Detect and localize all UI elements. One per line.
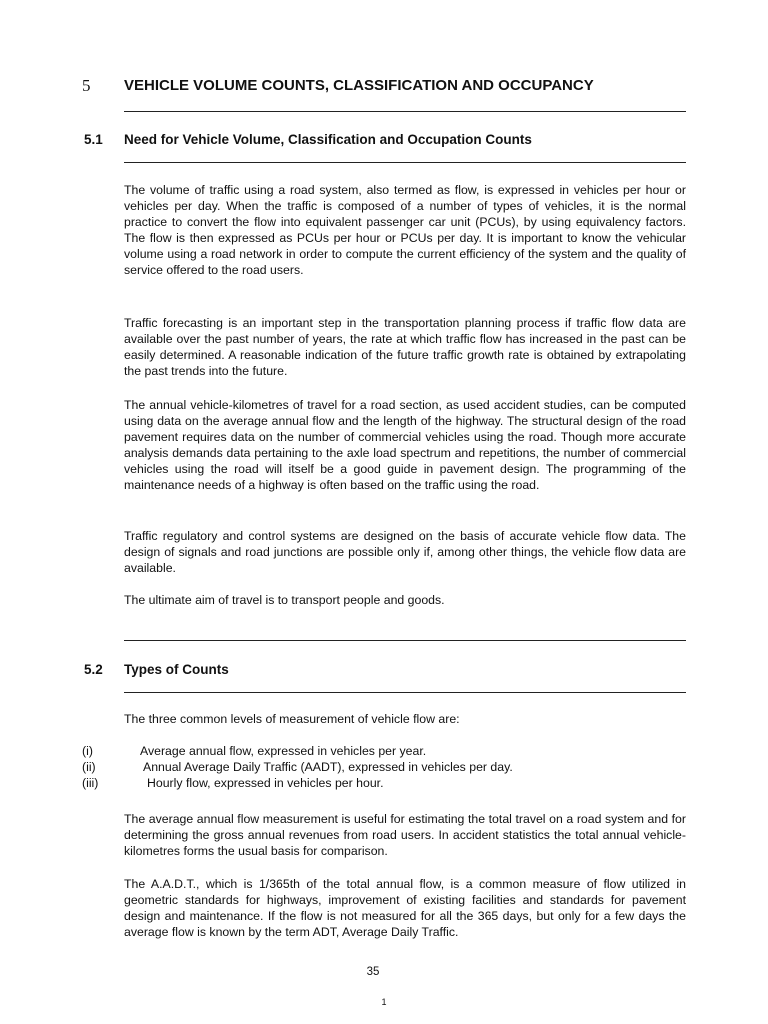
paragraph: Traffic forecasting is an important step in the transportation planning process if traffic flow data are available over the past number of years, the rate at which traffic flow has increased in the past can be easily determined. A reasonable indication of the future traffic growth rate is obtained by extrapolating the past trends into the future. <box>124 316 686 378</box>
paragraph: Traffic regulatory and control systems are designed on the basis of accurate vehicle flow data. The design of signals and road junctions are possible only if, among other things, the vehicle flow data are available. <box>124 529 686 575</box>
list-text: Average annual flow, expressed in vehicles per year. <box>140 744 427 758</box>
list-text: Annual Average Daily Traffic (AADT), expressed in vehicles per day. <box>143 760 513 774</box>
divider <box>124 692 686 693</box>
section-title: Need for Vehicle Volume, Classification and Occupation Counts <box>124 132 532 147</box>
paragraph: The three common levels of measurement of vehicle flow are: <box>124 712 460 726</box>
paragraph: The annual vehicle-kilometres of travel for a road section, as used accident studies, can be computed using data on the average annual flow and the length of the highway. The structural design of the road pavement requires data on the number of commercial vehicles using the road. Though more accurate analysis demands data pertaining to the axle load spectrum and repetitions, the number of commercial vehicles using the road will itself be a good guide in pavement design. The programming of the maintenance needs of a highway is often based on the traffic using the road. <box>124 398 686 492</box>
paragraph: The A.A.D.T., which is 1/365th of the total annual flow, is a common measure of flow utilized in geometric standards for highways, improvement of existing facilities and standards for pavement design and maintenance. If the flow is not measured for all the 365 days, but only for a few days the average flow is known by the term ADT, Average Daily Traffic. <box>124 877 686 939</box>
list-number: (ii) <box>82 760 96 774</box>
paragraph: The ultimate aim of travel is to transport people and goods. <box>124 593 445 607</box>
sheet-number: 1 <box>381 997 387 1007</box>
section-number: 5.2 <box>84 662 103 677</box>
list-number: (i) <box>82 744 93 758</box>
chapter-number: 5 <box>82 76 91 95</box>
chapter-title: VEHICLE VOLUME COUNTS, CLASSIFICATION AND OCCUPANCY <box>124 77 594 94</box>
section-number: 5.1 <box>84 132 103 147</box>
page-number: 35 <box>366 966 380 978</box>
section-title: Types of Counts <box>124 662 229 677</box>
divider <box>124 640 686 641</box>
list-number: (iii) <box>82 776 99 790</box>
list-text: Hourly flow, expressed in vehicles per hour. <box>147 776 384 790</box>
divider <box>124 162 686 163</box>
divider <box>124 111 686 112</box>
paragraph: The volume of traffic using a road system, also termed as flow, is expressed in vehicles per hour or vehicles per day. When the traffic is composed of a number of types of vehicles, it is the normal practice to convert the flow into equivalent passenger car unit (PCUs), by using equivalency factors. The flow is then expressed as PCUs per hour or PCUs per day. It is important to know the vehicular volume using a road network in order to compute the current efficiency of the system and the quality of service offered to the road users. <box>124 183 686 277</box>
paragraph: The average annual flow measurement is useful for estimating the total travel on a road system and for determining the gross annual revenues from road users. In accident statistics the total annual vehicle-kilometres forms the usual basis for comparison. <box>124 812 686 858</box>
